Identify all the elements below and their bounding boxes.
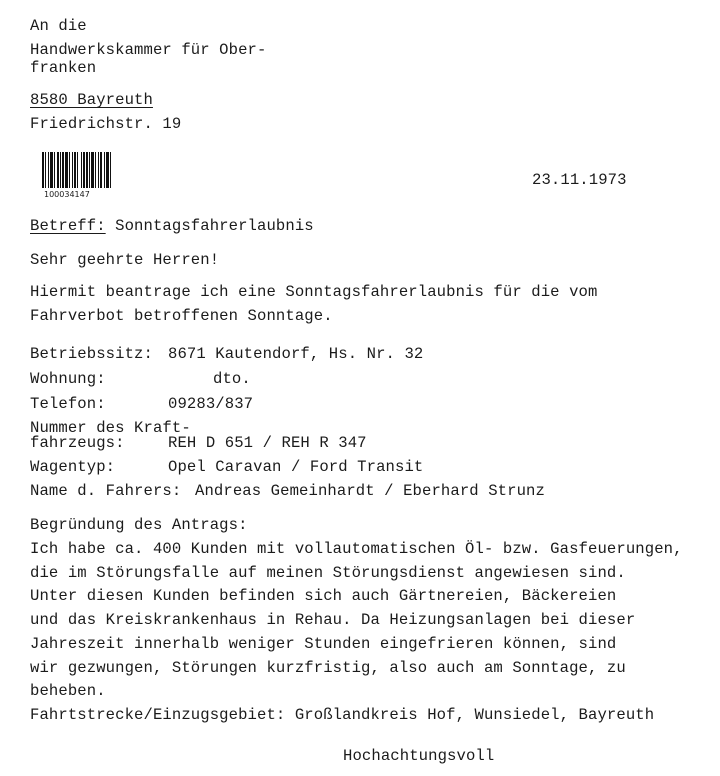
field-wagentyp	[30, 458, 423, 476]
intro-line-2: Fahrverbot betroffenen Sonntage.	[30, 307, 333, 325]
reason-line-5: Jahreszeit innerhalb weniger Stunden eingefrieren können, sind	[30, 635, 617, 653]
kfz-value: REH D 651 / REH R 347	[168, 434, 367, 452]
kfz-label-line-2: fahrzeugs:	[30, 434, 125, 452]
closing: Hochachtungsvoll	[343, 747, 495, 765]
wagentyp-value: Opel Caravan / Ford Transit	[168, 458, 424, 476]
barcode-number: 100034147	[44, 190, 90, 199]
subject-label: Betreff:	[30, 217, 106, 235]
intro-line-1: Hiermit beantrage ich eine Sonntagsfahrerlaubnis für die vom	[30, 283, 598, 301]
address-street: Friedrichstr. 19	[30, 115, 182, 133]
address-city: 8580 Bayreuth	[30, 91, 153, 109]
address-line-3: franken	[30, 59, 97, 77]
subject-line	[30, 217, 314, 235]
subject-text: Sonntagsfahrerlaubnis	[115, 217, 314, 235]
fahrer-label: Name d. Fahrers:	[30, 482, 182, 500]
betriebssitz-value: 8671 Kautendorf, Hs. Nr. 32	[168, 345, 424, 363]
address-line-1: An die	[30, 17, 87, 35]
salutation: Sehr geehrte Herren!	[30, 251, 220, 269]
field-fahrer	[30, 482, 545, 500]
address-line-2: Handwerkskammer für Ober-	[30, 41, 267, 59]
reason-line-3: Unter diesen Kunden befinden sich auch Gärtnereien, Bäckereien	[30, 587, 617, 605]
route-line: Fahrtstrecke/Einzugsgebiet: Großlandkreis Hof, Wunsiedel, Bayreuth	[30, 706, 655, 724]
wohnung-value: dto.	[213, 370, 251, 388]
reason-line-2: die im Störungsfalle auf meinen Störungsdienst angewiesen sind.	[30, 564, 626, 582]
telefon-label: Telefon:	[30, 395, 106, 413]
kfz-label-line-1: Nummer des Kraft-	[30, 419, 191, 437]
field-kfz	[30, 434, 367, 452]
letter-date: 23.11.1973	[532, 171, 627, 189]
wohnung-label: Wohnung:	[30, 370, 106, 388]
telefon-value: 09283/837	[168, 395, 254, 413]
reason-line-7: beheben.	[30, 682, 106, 700]
betriebssitz-label: Betriebssitz:	[30, 345, 153, 363]
fahrer-value: Andreas Gemeinhardt / Eberhard Strunz	[195, 482, 545, 500]
field-wohnung	[30, 370, 251, 388]
reason-heading: Begründung des Antrags:	[30, 516, 248, 534]
reason-line-6: wir gezwungen, Störungen kurzfristig, also auch am Sonntage, zu	[30, 659, 626, 677]
field-betriebssitz	[30, 345, 423, 363]
wagentyp-label: Wagentyp:	[30, 458, 116, 476]
reason-line-4: und das Kreiskrankenhaus in Rehau. Da Heizungsanlagen bei dieser	[30, 611, 636, 629]
reason-line-1: Ich habe ca. 400 Kunden mit vollautomatischen Öl- bzw. Gasfeuerungen,	[30, 540, 683, 558]
field-telefon	[30, 395, 253, 413]
